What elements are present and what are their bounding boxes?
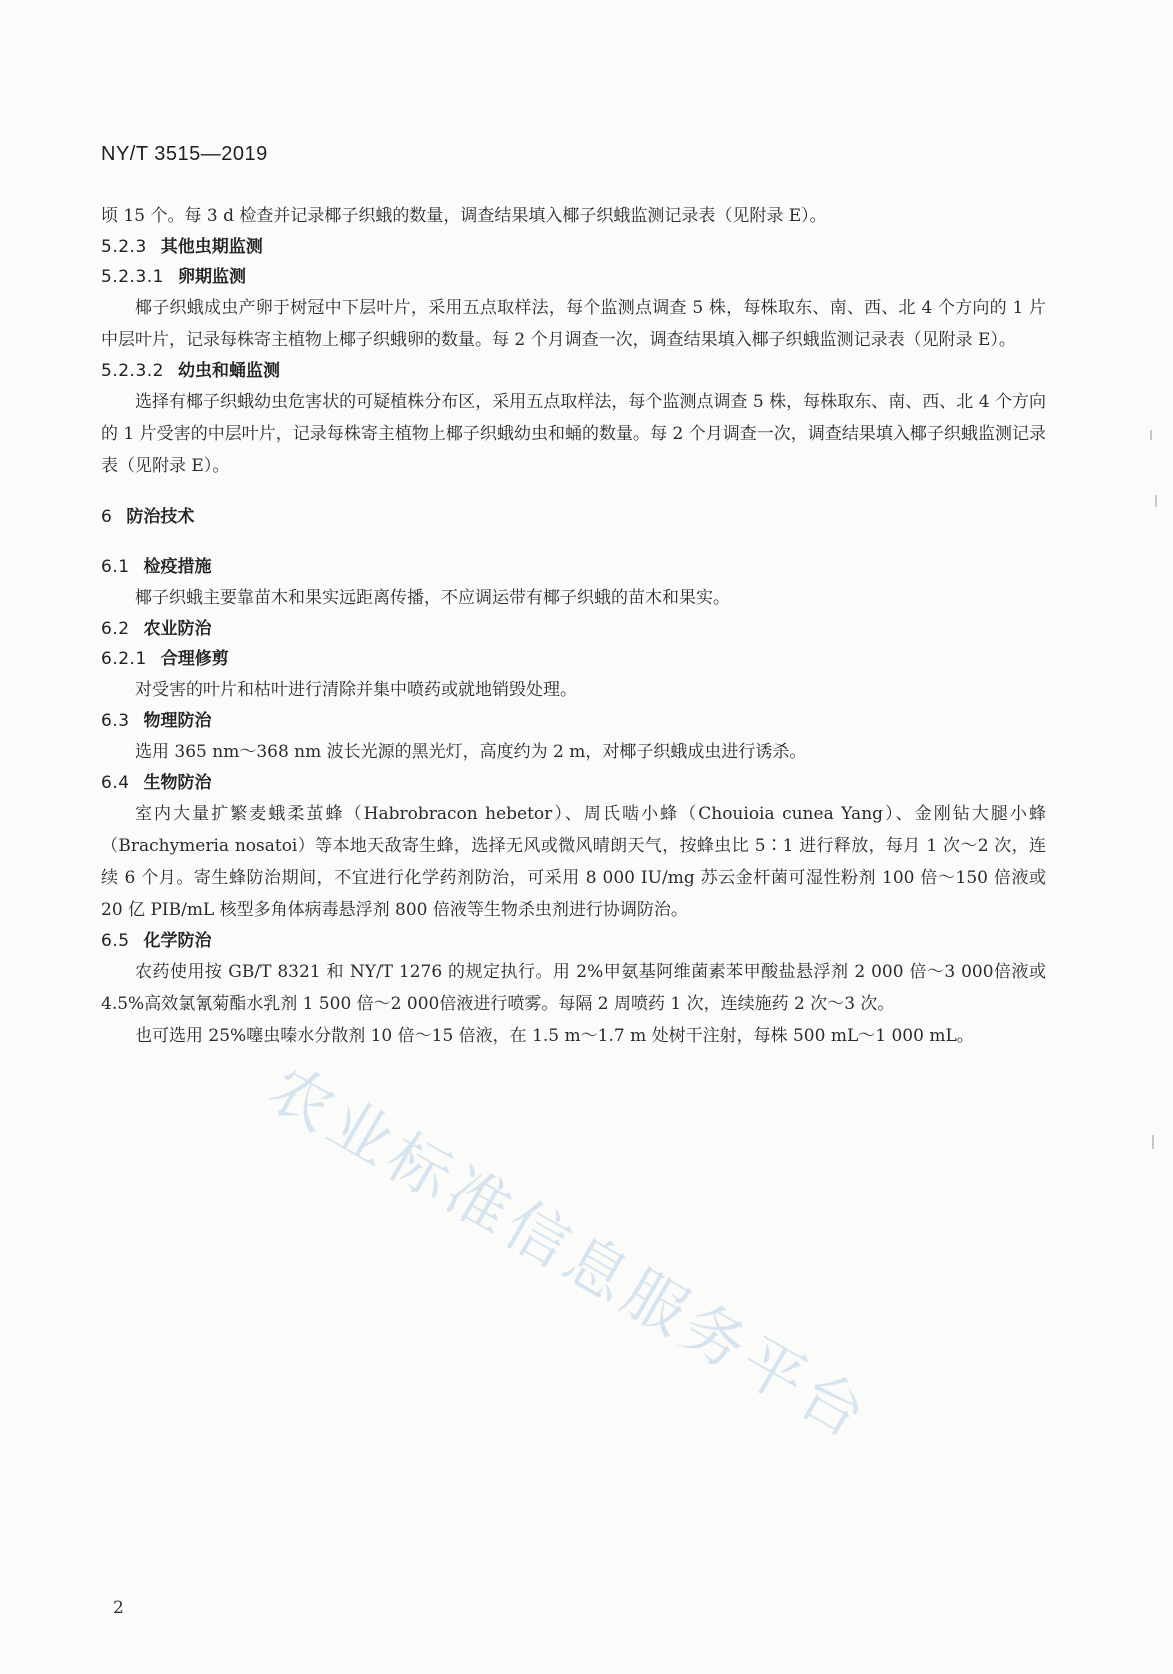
section-title: 农业防治 [143,619,212,639]
section-heading-6 [101,502,1046,532]
paragraph-larva-pupa-monitoring: 选择有椰子织蛾幼虫危害状的可疑植株分布区，采用五点取样法，每个监测点调查 5 株，每株取东、南、西、北 4 个方向的 1 片受害的中层叶片，记录每株寄主植物上椰子织蛾幼虫和蛹的数量。每 2 个月调查一次，调查结果填入椰子织蛾监测记录表（见附录 E）。 [101,392,1046,476]
section-heading-6-2-1 [101,644,1046,674]
section-title: 其他虫期监测 [160,237,263,257]
section-title: 卵期监测 [177,267,246,287]
section-title: 检疫措施 [143,557,212,577]
standard-code-header: NY/T 3515—2019 [101,143,268,165]
paragraph-continuation: 顷 15 个。每 3 d 检查并记录椰子织蛾的数量，调查结果填入椰子织蛾监测记录表（见附录 E）。 [101,206,827,226]
paragraph-chemical-control: 农药使用按 GB/T 8321 和 NY/T 1276 的规定执行。用 2%甲氨基阿维菌素苯甲酸盐悬浮剂 2 000 倍～3 000倍液或 4.5%高效氯氰菊酯水乳剂 1 500 倍～2 000倍液进行喷雾。每隔 2 周喷药 1 次，连续施药 2 次～3 次。 [101,962,1046,1014]
watermark-text: 农业标准信息服务平台 [257,1051,883,1455]
spacer [101,482,1046,502]
section-heading-6-1 [101,552,1046,582]
paragraph-biological-control: 室内大量扩繁麦蛾柔茧蜂（Habrobracon hebetor）、周氏啮小蜂（Chouioia cunea Yang）、金刚钻大腿小蜂（Brachymeria nosatoi）等本地天敌寄生蜂，选择无风或微风晴朗天气，按蜂虫比 5∶1 进行释放，每月 1 次～2 次，连续 6 个月。寄生蜂防治期间，不宜进行化学药剂防治，可采用 8 000 IU/mg 苏云金杆菌可湿性粉剂 100 倍～150 倍液或 20 亿 PIB/mL 核型多角体病毒悬浮剂 800 倍液等生物杀虫剂进行协调防治。 [101,804,1046,920]
paragraph-trunk-injection: 也可选用 25%噻虫嗪水分散剂 10 倍～15 倍液，在 1.5 m～1.7 m 处树干注射，每株 500 mL～1 000 mL。 [135,1026,974,1046]
section-title: 幼虫和蛹监测 [177,361,280,381]
scan-mark [1150,430,1152,440]
section-heading-5-2-3-2 [101,356,1046,386]
paragraph-physical-control: 选用 365 nm～368 nm 波长光源的黑光灯，高度约为 2 m，对椰子织蛾成虫进行诱杀。 [135,742,807,762]
section-title: 防治技术 [126,507,195,527]
paragraph-egg-monitoring: 椰子织蛾成虫产卵于树冠中下层叶片，采用五点取样法，每个监测点调查 5 株，每株取东、南、西、北 4 个方向的 1 片中层叶片，记录每株寄主植物上椰子织蛾卵的数量。每 2 个月调查一次，调查结果填入椰子织蛾监测记录表（见附录 E）。 [101,298,1046,350]
section-number: 5.2.3.1 [101,267,164,287]
section-title: 合理修剪 [160,649,229,669]
section-number: 6.1 [101,557,130,577]
section-number: 6.2 [101,619,130,639]
section-heading-5-2-3 [101,232,1046,262]
section-title: 生物防治 [143,773,212,793]
section-heading-6-5 [101,926,1046,956]
section-heading-6-2 [101,614,1046,644]
section-heading-6-4 [101,768,1046,798]
section-number: 6.5 [101,931,130,951]
section-number: 6.3 [101,711,130,731]
scan-mark [1152,1135,1154,1149]
section-number: 5.2.3.2 [101,361,164,381]
section-heading-5-2-3-1 [101,262,1046,292]
section-number: 6.4 [101,773,130,793]
section-number: 6.2.1 [101,649,147,669]
scan-mark [1155,495,1157,507]
page-number: 2 [113,1598,124,1618]
paragraph-quarantine: 椰子织蛾主要靠苗木和果实远距离传播，不应调运带有椰子织蛾的苗木和果实。 [135,588,730,608]
section-number: 5.2.3 [101,237,147,257]
section-title: 化学防治 [143,931,212,951]
section-number: 6 [101,507,113,527]
paragraph-pruning: 对受害的叶片和枯叶进行清除并集中喷药或就地销毁处理。 [135,680,577,700]
section-heading-6-3 [101,706,1046,736]
spacer [101,532,1046,552]
document-body [101,200,1046,1052]
section-title: 物理防治 [143,711,212,731]
